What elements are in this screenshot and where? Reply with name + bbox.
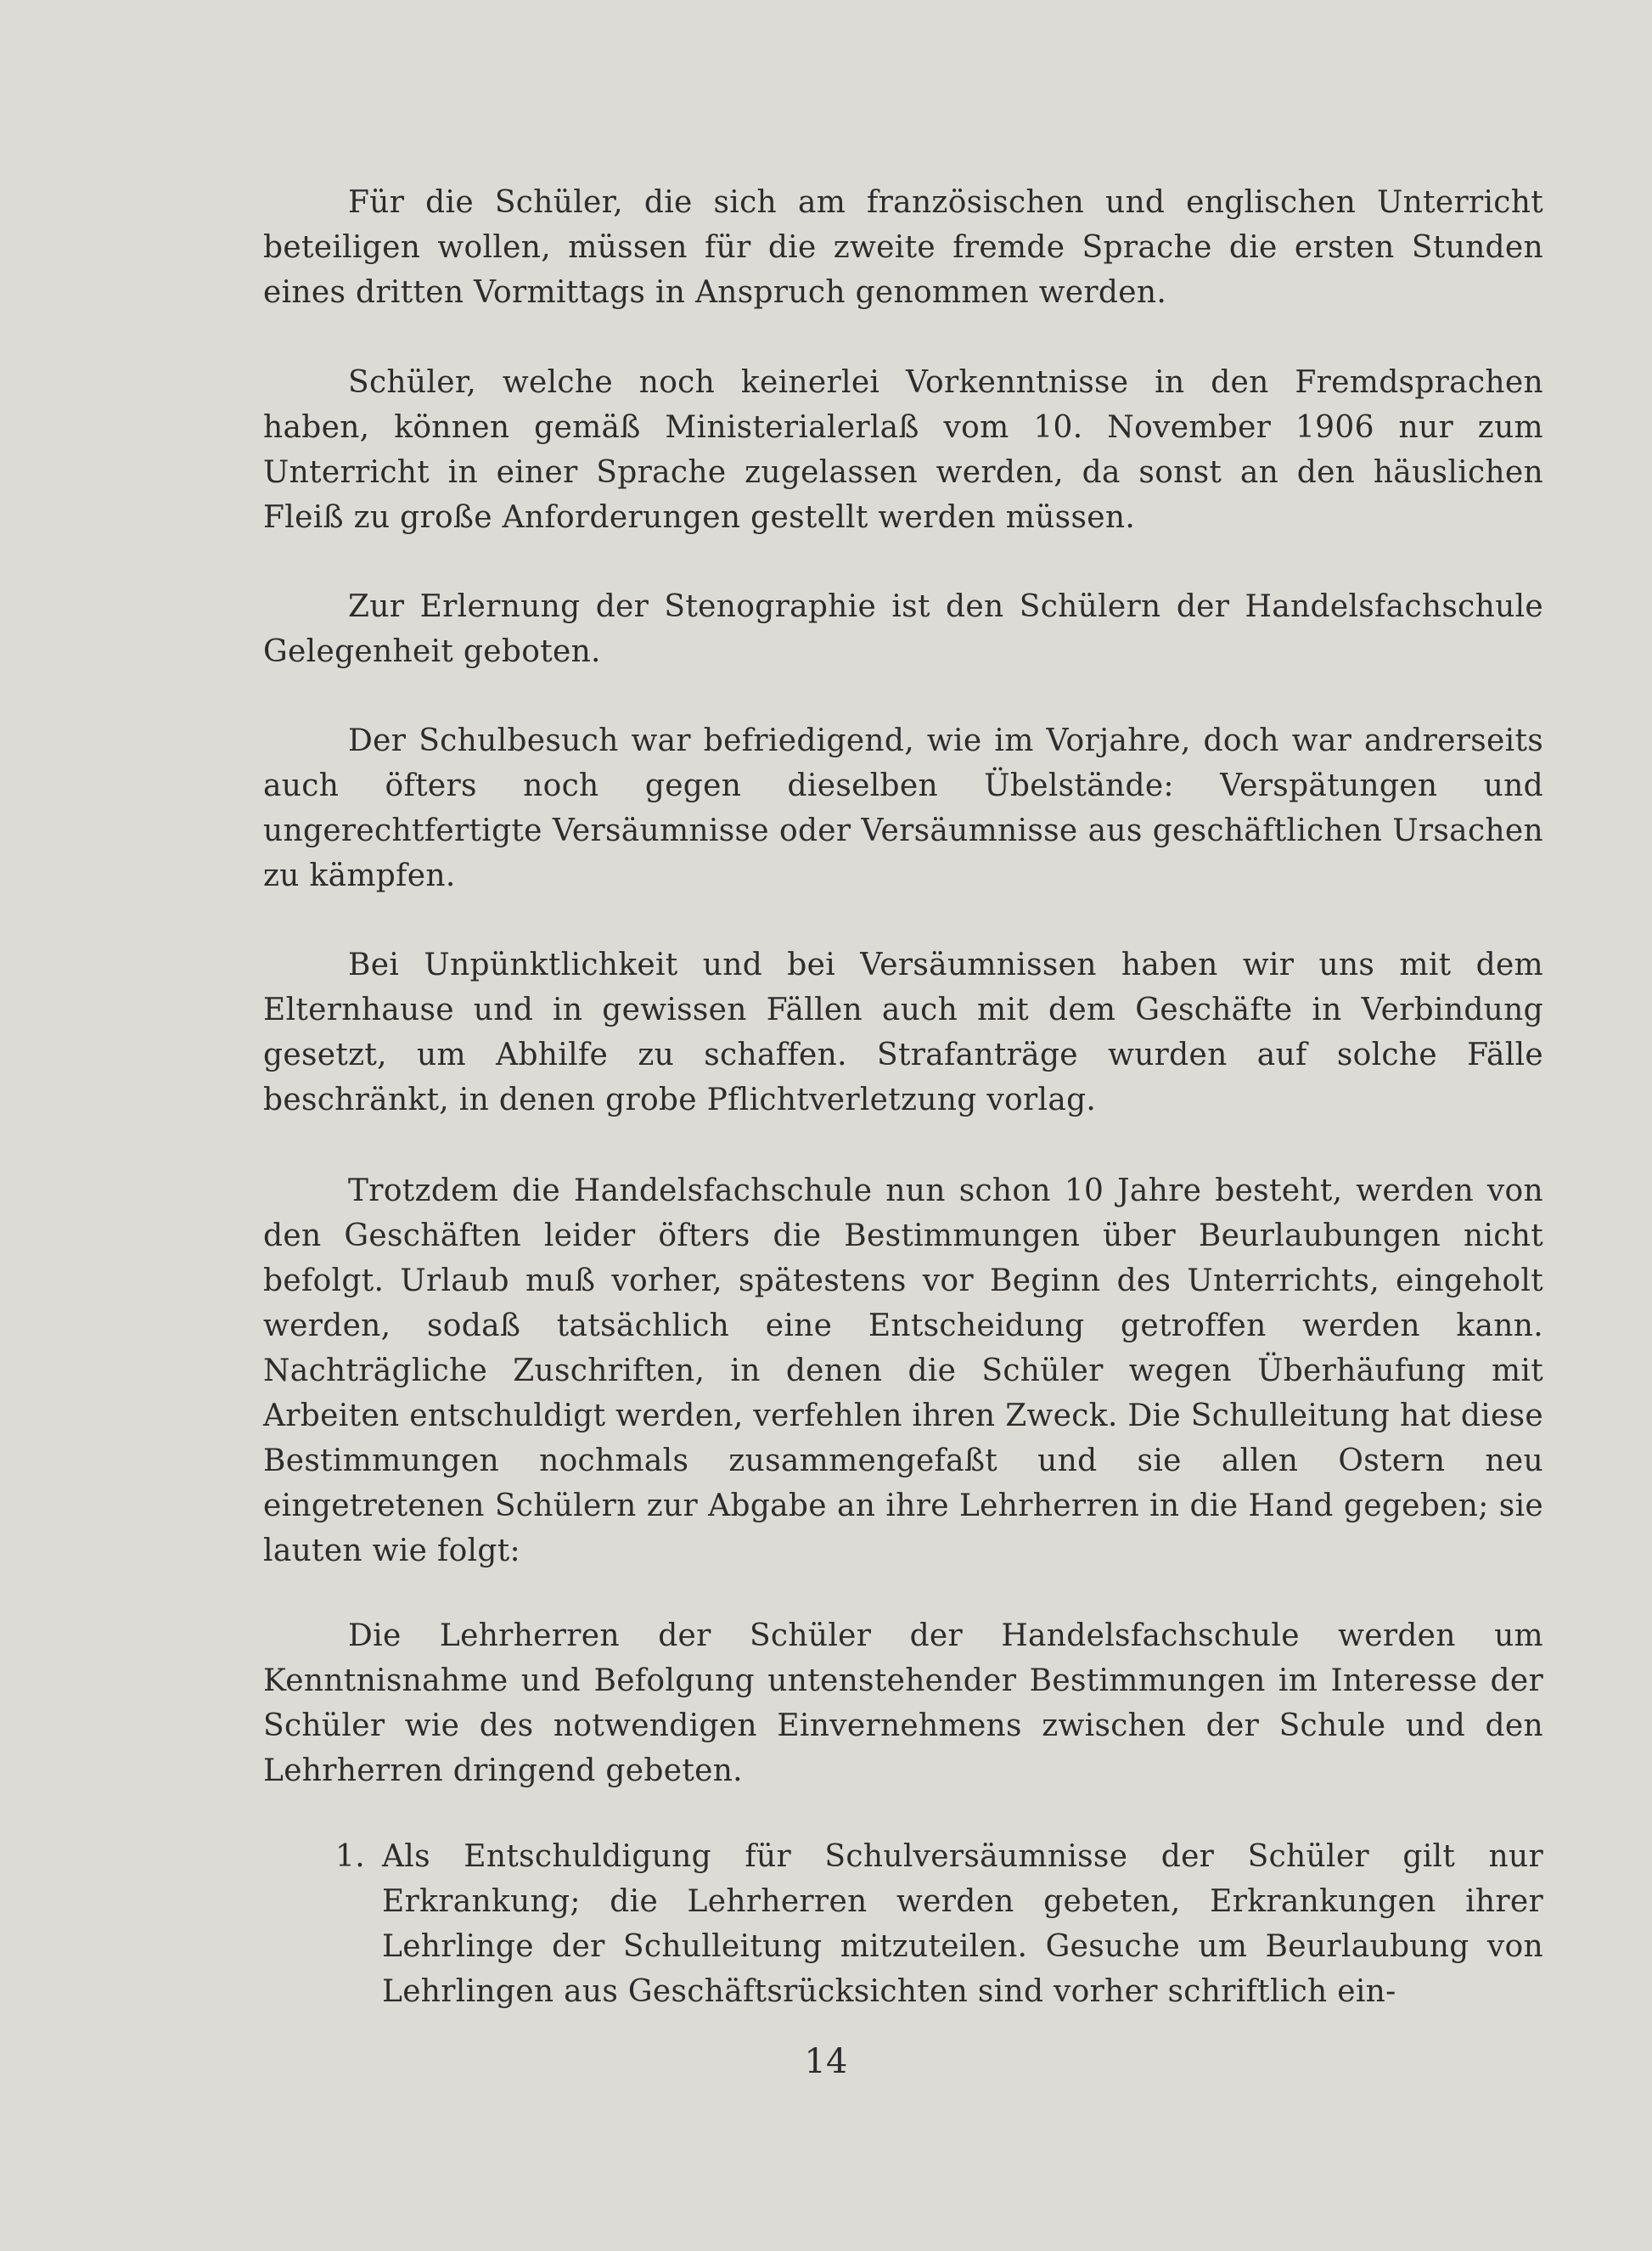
paragraph-7 (263, 1613, 1543, 1793)
paragraph-text: Trotzdem die Handelsfachschule nun schon 10 Jahre besteht, werden von den Geschäften leider öfters die Bestimmungen über Beurlaubungen nicht befolgt. Urlaub muß vorher, spätestens vor Beginn des Unterrichts, eingeholt werden, sodaß tatsächlich eine Entscheidung getroffen werden kann. Nachträgliche Zuschriften, in denen die Schüler wegen Überhäufung mit Arbeiten entschuldigt werden, verfehlen ihren Zweck. Die Schulleitung hat diese Bestimmungen nochmals zusammengefaßt und sie allen Ostern neu eingetretenen Schülern zur Abgabe an ihre Lehrherren in die Hand gegeben; sie lauten wie folgt: (263, 1173, 1543, 1568)
page-number: 14 (804, 2042, 848, 2081)
paragraph-text: Bei Unpünktlichkeit und bei Versäumnissen haben wir uns mit dem Elternhause und in gewissen Fällen auch mit dem Geschäfte in Verbindung gesetzt, um Abhilfe zu schaffen. Strafanträge wurden auf solche Fälle beschränkt, in denen grobe Pflichtverletzung vorlag. (263, 948, 1543, 1117)
paragraph-1 (263, 180, 1543, 315)
paragraph-text: Zur Erlernung der Stenographie ist den Schülern der Handelsfachschule Gelegenheit geboten. (263, 589, 1543, 669)
paragraph-4 (263, 718, 1543, 898)
paragraph-text: Für die Schüler, die sich am französischen und englischen Unterricht beteiligen wollen, müssen für die zweite fremde Sprache die ersten Stunden eines dritten Vormittags in Anspruch genommen werden. (263, 185, 1543, 310)
paragraph-text: Der Schulbesuch war befriedigend, wie im Vorjahre, doch war andrerseits auch öfters noch gegen dieselben Übelstände: Verspätungen und ungerechtfertigte Versäumnisse oder Versäumnisse aus geschäftlichen Ursachen zu kämpfen. (263, 723, 1543, 893)
list-item-number: 1. (335, 1839, 365, 1874)
paragraph-6 (263, 1168, 1543, 1573)
paragraph-2 (263, 360, 1543, 540)
list-item (335, 1834, 1543, 2014)
paragraph-text: Die Lehrherren der Schüler der Handelsfachschule werden um Kenntnisnahme und Befolgung untenstehender Bestimmungen im Interesse der Schüler wie des notwendigen Einvernehmens zwischen der Schule und den Lehrherren dringend gebeten. (263, 1618, 1543, 1788)
paragraph-3 (263, 584, 1543, 674)
paragraph-5 (263, 943, 1543, 1123)
list-item-text: Als Entschuldigung für Schulversäumnisse der Schüler gilt nur Erkrankung; die Lehrherren werden gebeten, Erkrankungen ihrer Lehrlinge der Schulleitung mitzuteilen. Gesuche um Beurlaubung von Lehrlingen aus Geschäftsrücksichten sind vorher schriftlich ein- (382, 1839, 1543, 2009)
paragraph-text: Schüler, welche noch keinerlei Vorkenntnisse in den Fremdsprachen haben, können gemäß Ministerialerlaß vom 10. November 1906 nur zum Unterricht in einer Sprache zugelassen werden, da sonst an den häuslichen Fleiß zu große Anforderungen gestellt werden müssen. (263, 365, 1543, 535)
